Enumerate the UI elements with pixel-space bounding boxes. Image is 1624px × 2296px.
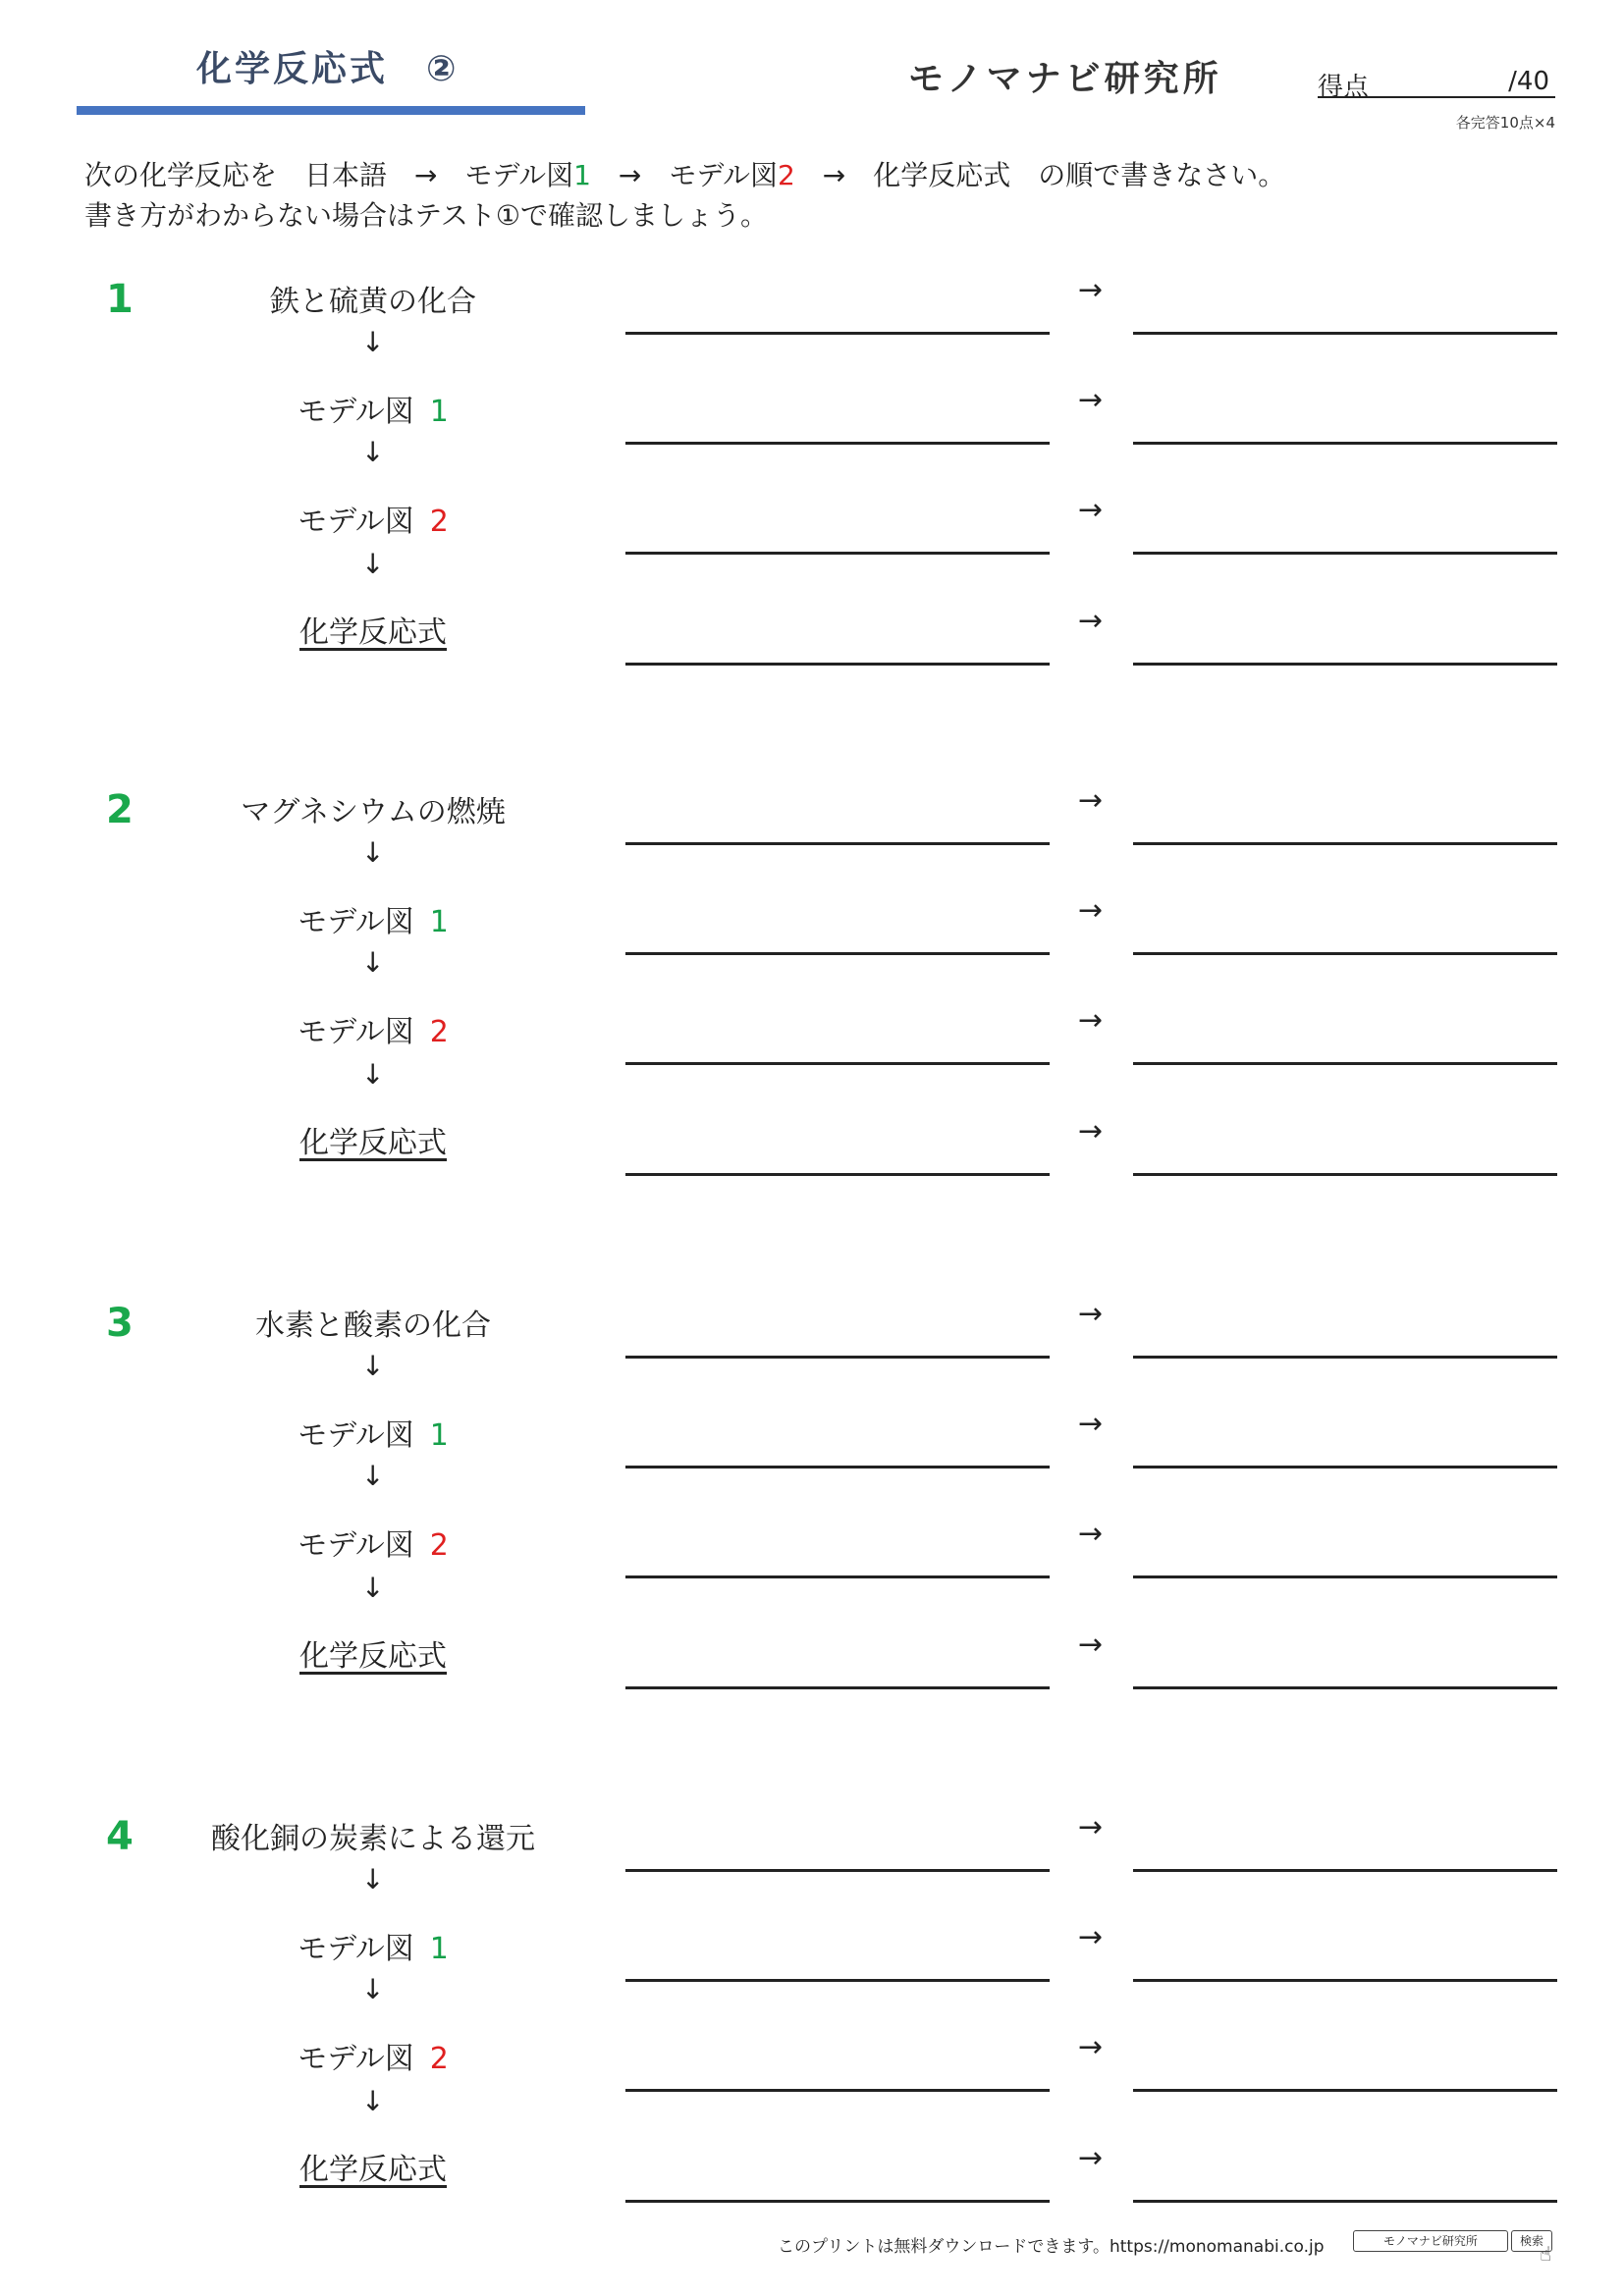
answer-line-left[interactable] <box>625 1062 1050 1065</box>
problem-number: 2 <box>106 787 134 832</box>
chemical-equation-label <box>177 2145 569 2188</box>
model-diagram-number: 2 <box>429 2042 449 2076</box>
chemical-equation-label <box>177 608 569 651</box>
problem-number: 4 <box>106 1814 134 1859</box>
answer-line-right[interactable] <box>1133 1869 1557 1872</box>
brand-logo: モノマナビ研究所 <box>908 59 1222 99</box>
answer-line-right[interactable] <box>1133 1356 1557 1359</box>
answer-line-right[interactable] <box>1133 442 1557 445</box>
model-diagram-number: 1 <box>429 395 449 429</box>
right-arrow: → <box>1078 1297 1104 1331</box>
reaction-name <box>177 277 569 320</box>
reaction-name <box>177 1814 569 1857</box>
footer-text: このプリントは無料ダウンロードできます。https://monomanabi.co.jp <box>778 2237 1325 2257</box>
right-arrow: → <box>1078 604 1104 638</box>
right-arrow: → <box>1078 1003 1104 1038</box>
model-diagram-number: 1 <box>429 1932 449 1966</box>
down-arrow: ↓ <box>361 1460 385 1492</box>
model-diagram-2-label <box>177 1007 569 1050</box>
model-diagram-text: モデル図 <box>298 1528 414 1563</box>
model-diagram-1-label <box>177 387 569 430</box>
down-arrow: ↓ <box>361 436 385 468</box>
answer-line-right[interactable] <box>1133 842 1557 845</box>
answer-line-left[interactable] <box>625 1466 1050 1468</box>
answer-line-right[interactable] <box>1133 1575 1557 1578</box>
answer-line-left[interactable] <box>625 442 1050 445</box>
chemical-equation-text: 化学反応式 <box>299 2153 447 2187</box>
reaction-name-text: 鉄と硫黄の化合 <box>270 285 476 319</box>
model-diagram-number: 1 <box>429 1418 449 1453</box>
model-diagram-1-label <box>177 897 569 940</box>
instruction-line-2: 書き方がわからない場合はテスト①で確認しましょう。 <box>84 199 768 232</box>
right-arrow: → <box>1078 1407 1104 1441</box>
model-diagram-1-label <box>177 1411 569 1454</box>
answer-line-right[interactable] <box>1133 2200 1557 2203</box>
right-arrow: → <box>1078 273 1104 307</box>
problem-block <box>0 273 1624 709</box>
answer-line-right[interactable] <box>1133 1686 1557 1689</box>
instruction-text: → モデル図 <box>590 159 778 191</box>
answer-line-left[interactable] <box>625 952 1050 955</box>
answer-line-right[interactable] <box>1133 663 1557 666</box>
answer-line-right[interactable] <box>1133 552 1557 555</box>
down-arrow: ↓ <box>361 836 385 869</box>
model-diagram-text: モデル図 <box>298 395 414 429</box>
answer-line-left[interactable] <box>625 2089 1050 2092</box>
answer-line-left[interactable] <box>625 2200 1050 2203</box>
answer-line-right[interactable] <box>1133 2089 1557 2092</box>
chemical-equation-text: 化学反応式 <box>299 615 447 650</box>
down-arrow: ↓ <box>361 1058 385 1091</box>
answer-line-right[interactable] <box>1133 1062 1557 1065</box>
down-arrow: ↓ <box>361 1973 385 2005</box>
model-diagram-number: 2 <box>429 1015 449 1049</box>
reaction-name-text: マグネシウムの燃焼 <box>241 795 506 829</box>
chemical-equation-text: 化学反応式 <box>299 1126 447 1160</box>
answer-line-right[interactable] <box>1133 1466 1557 1468</box>
model-diagram-text: モデル図 <box>298 1932 414 1966</box>
score-label: 得点 <box>1318 73 1370 102</box>
right-arrow: → <box>1078 383 1104 417</box>
answer-line-left[interactable] <box>625 332 1050 335</box>
chemical-equation-label <box>177 1631 569 1675</box>
instruction-model1-number: 1 <box>573 159 591 191</box>
model-diagram-number: 2 <box>429 1528 449 1563</box>
answer-line-right[interactable] <box>1133 952 1557 955</box>
right-arrow: → <box>1078 1114 1104 1148</box>
score-note: 各完答10点×4 <box>1455 114 1555 132</box>
problem-number: 3 <box>106 1301 134 1346</box>
answer-line-left[interactable] <box>625 1686 1050 1689</box>
score-total: /40 <box>1508 67 1549 96</box>
down-arrow: ↓ <box>361 326 385 358</box>
instruction-text: → 化学反応式 の順で書きなさい。 <box>794 159 1286 191</box>
model-diagram-text: モデル図 <box>298 2042 414 2076</box>
reaction-name-text: 水素と酸素の化合 <box>255 1308 491 1343</box>
model-diagram-text: モデル図 <box>298 505 414 539</box>
model-diagram-number: 1 <box>429 905 449 939</box>
down-arrow: ↓ <box>361 1863 385 1896</box>
score-box <box>1318 63 1555 102</box>
answer-line-left[interactable] <box>625 842 1050 845</box>
answer-line-left[interactable] <box>625 552 1050 555</box>
right-arrow: → <box>1078 1810 1104 1844</box>
right-arrow: → <box>1078 783 1104 818</box>
instruction-text: 次の化学反応を 日本語 → モデル図 <box>84 159 574 191</box>
answer-line-left[interactable] <box>625 663 1050 666</box>
instruction-model2-number: 2 <box>777 159 795 191</box>
model-diagram-text: モデル図 <box>298 1418 414 1453</box>
problem-block <box>0 1297 1624 1733</box>
down-arrow: ↓ <box>361 2085 385 2117</box>
down-arrow: ↓ <box>361 946 385 979</box>
chemical-equation-label <box>177 1118 569 1161</box>
right-arrow: → <box>1078 1920 1104 1954</box>
problem-number: 1 <box>106 277 134 322</box>
answer-line-right[interactable] <box>1133 332 1557 335</box>
right-arrow: → <box>1078 893 1104 928</box>
model-diagram-2-label <box>177 1521 569 1564</box>
answer-line-left[interactable] <box>625 1173 1050 1176</box>
right-arrow: → <box>1078 2141 1104 2175</box>
problem-block <box>0 783 1624 1219</box>
problem-block <box>0 1810 1624 2246</box>
chemical-equation-text: 化学反応式 <box>299 1639 447 1674</box>
down-arrow: ↓ <box>361 548 385 580</box>
reaction-name <box>177 787 569 830</box>
model-diagram-2-label <box>177 497 569 540</box>
answer-line-right[interactable] <box>1133 1979 1557 1982</box>
footer-search-box: モノマナビ研究所 <box>1353 2230 1508 2252</box>
pointer-cursor-icon: ☝ <box>1540 2242 1552 2266</box>
model-diagram-1-label <box>177 1924 569 1967</box>
answer-line-left[interactable] <box>625 1979 1050 1982</box>
title-underline-bar <box>77 106 585 115</box>
right-arrow: → <box>1078 2030 1104 2064</box>
answer-line-left[interactable] <box>625 1869 1050 1872</box>
model-diagram-text: モデル図 <box>298 905 414 939</box>
model-diagram-number: 2 <box>429 505 449 539</box>
footer-search-button: 検索 <box>1511 2230 1552 2252</box>
model-diagram-2-label <box>177 2034 569 2077</box>
down-arrow: ↓ <box>361 1572 385 1604</box>
right-arrow: → <box>1078 493 1104 527</box>
answer-line-left[interactable] <box>625 1356 1050 1359</box>
answer-line-right[interactable] <box>1133 1173 1557 1176</box>
reaction-name-text: 酸化銅の炭素による還元 <box>211 1822 535 1856</box>
reaction-name <box>177 1301 569 1344</box>
right-arrow: → <box>1078 1628 1104 1662</box>
page-title: 化学反応式 ② <box>196 49 460 89</box>
right-arrow: → <box>1078 1517 1104 1551</box>
answer-line-left[interactable] <box>625 1575 1050 1578</box>
down-arrow: ↓ <box>361 1350 385 1382</box>
instruction-line-1 <box>84 154 1285 193</box>
model-diagram-text: モデル図 <box>298 1015 414 1049</box>
